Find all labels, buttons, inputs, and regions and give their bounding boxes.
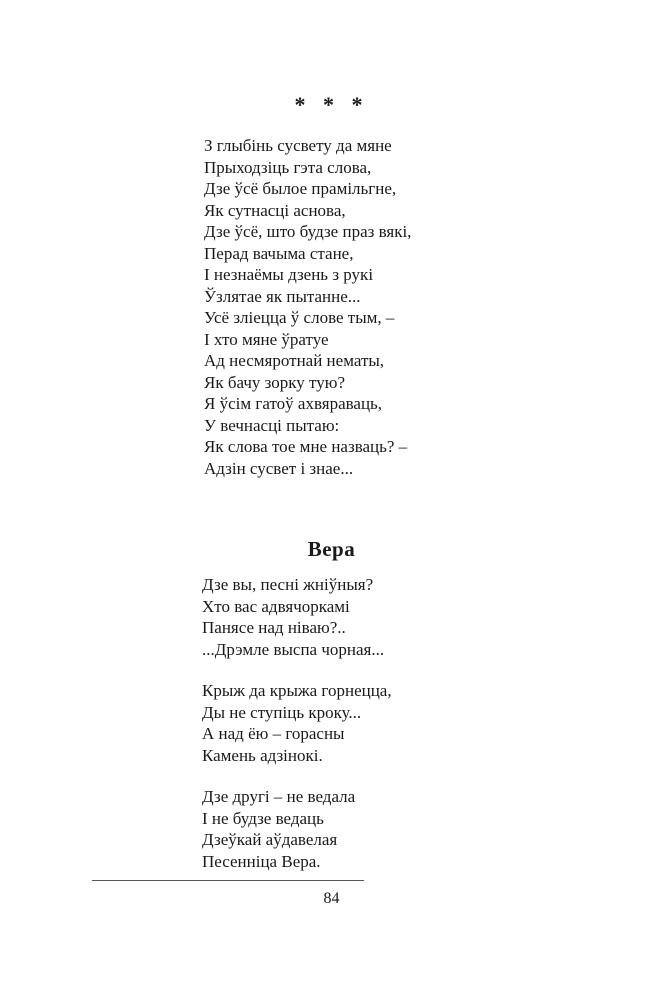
poem-stanza bbox=[202, 680, 502, 766]
poem-line: Крыж да крыжа горнецца, bbox=[202, 681, 392, 700]
poem-title: Вера bbox=[307, 537, 356, 561]
poem-line: Хто вас адвячоркамі bbox=[202, 596, 350, 616]
poem-line: І незнаёмы дзень з рукі bbox=[204, 265, 374, 284]
poem-stanza bbox=[202, 574, 502, 660]
poem-line: Ад несмяротнай нематы, bbox=[204, 351, 385, 370]
poem-line: Дзе ўсё, што будзе праз вякі, bbox=[204, 222, 412, 241]
poem-line: І не будзе ведаць bbox=[202, 808, 324, 828]
poem-line: А над ёю – горасны bbox=[202, 724, 345, 743]
poem-line: Усё злiецца ў слове тым, – bbox=[204, 308, 395, 327]
poem-untitled bbox=[204, 135, 504, 479]
poem-line: Дзеўкай аўдавелая bbox=[202, 830, 338, 849]
poem-line: Камень адзінокі. bbox=[202, 745, 323, 765]
poem-line: Дзе другі – не ведала bbox=[202, 787, 356, 806]
poem-line: У вечнасці пытаю: bbox=[204, 415, 340, 435]
poem-stanza bbox=[202, 786, 502, 872]
poem-line: ...Дрэмле выспа чорная... bbox=[202, 639, 385, 659]
poem-line: Дзе ўсё былое прамільгне, bbox=[204, 179, 397, 198]
poem-line: Ды не ступіць кроку... bbox=[202, 702, 362, 722]
poem-line: Дзе вы, песні жніўныя? bbox=[202, 575, 374, 594]
poem-line: Як сутнасці аснова, bbox=[204, 200, 346, 220]
section-separator: * * * bbox=[294, 92, 369, 117]
poem-line: Я ўсім гатоў ахвяраваць, bbox=[204, 394, 383, 413]
poem-line: Панясе над ніваю?.. bbox=[202, 618, 346, 637]
page-number: 84 bbox=[323, 890, 340, 907]
footer-divider bbox=[92, 880, 364, 881]
poem-line: Як бачу зорку тую? bbox=[204, 372, 345, 392]
poem-line: Адзін сусвет і знае... bbox=[204, 458, 354, 478]
poem-line: Перад вачыма стане, bbox=[204, 243, 354, 263]
poem-line: Прыходзіць гэта слова, bbox=[204, 157, 372, 177]
poem-line: З глыбінь сусвету да мяне bbox=[204, 136, 392, 155]
poem-line: Песенніца Вера. bbox=[202, 851, 321, 871]
poem-line: І хто мяне ўратуе bbox=[204, 329, 329, 349]
poem-line: Ўзлятае як пытанне... bbox=[204, 286, 361, 306]
poem-line: Як слова тое мне назваць? – bbox=[204, 437, 408, 456]
